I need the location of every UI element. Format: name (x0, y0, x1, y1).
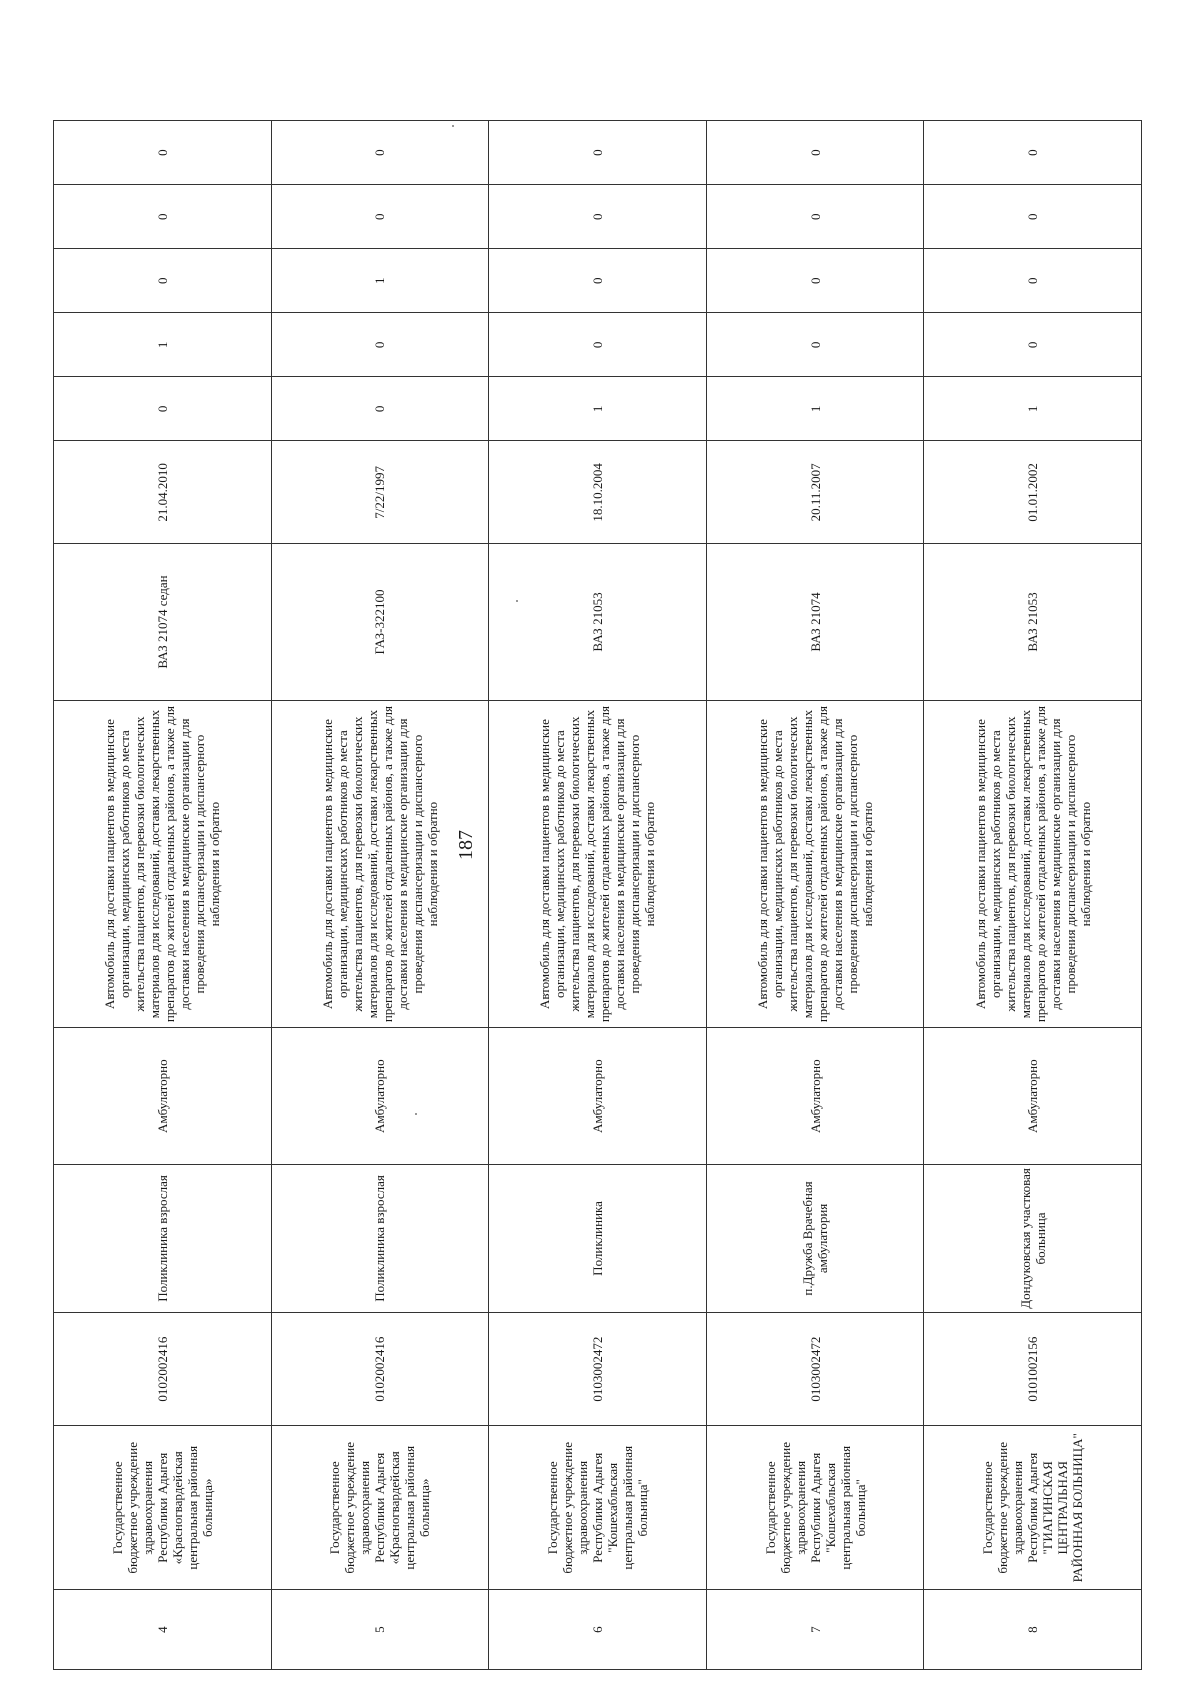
vehicle-table-body (54, 121, 1142, 1670)
table-row (271, 121, 489, 1670)
care-condition-cell: Амбулаторно (54, 1028, 272, 1165)
care-condition-cell: Амбулаторно (924, 1028, 1142, 1165)
vehicle-purpose-cell: Автомобиль для доставки пациентов в медицинские организации, медицинских работников до места жительства пациентов, для перевозки биологических материалов для исследований, доставки лекарственных препаратов до жителей отдаленных районов, а также для доставки населения в медицинские организации для проведения диспансеризации и диспансерного наблюдения и обратно (924, 700, 1142, 1028)
organization-code-cell: 0103002472 (706, 1312, 924, 1425)
indicator-1-cell: 1 (924, 377, 1142, 441)
organization-code-cell: 0101002156 (924, 1312, 1142, 1425)
indicator-3-cell: 0 (706, 249, 924, 313)
indicator-5-cell: 0 (271, 121, 489, 185)
vehicle-purpose-cell: Автомобиль для доставки пациентов в медицинские организации, медицинских работников до места жительства пациентов, для перевозки биологических материалов для исследований, доставки лекарственных препаратов до жителей отдаленных районов, а также для доставки населения в медицинские организации для проведения диспансеризации и диспансерного наблюдения и обратно (706, 700, 924, 1028)
table-row (54, 121, 272, 1670)
indicator-2-cell: 0 (706, 313, 924, 377)
page-number: 187 (455, 830, 477, 860)
organization-cell: Государственное бюджетное учреждение здравоохранения Республики Адыгея "Кошехабльская центральная районная больница" (706, 1426, 924, 1590)
indicator-3-cell: 0 (489, 249, 707, 313)
vehicle-purpose-cell: Автомобиль для доставки пациентов в медицинские организации, медицинских работников до места жительства пациентов, для перевозки биологических материалов для исследований, доставки лекарственных препаратов до жителей отдаленных районов, а также для доставки населения в медицинские организации для проведения диспансеризации и диспансерного наблюдения и обратно (54, 700, 272, 1028)
organization-cell: Государственное бюджетное учреждение здравоохранения Республики Адыгея "Кошехабльская центральная районная больница" (489, 1426, 707, 1590)
vehicle-date-cell: 01.01.2002 (924, 441, 1142, 544)
vehicle-purpose-cell: Автомобиль для доставки пациентов в медицинские организации, медицинских работников до места жительства пациентов, для перевозки биологических материалов для исследований, доставки лекарственных препаратов до жителей отдаленных районов, а также для доставки населения в медицинские организации для проведения диспансеризации и диспансерного наблюдения и обратно (271, 700, 489, 1028)
indicator-1-cell: 0 (271, 377, 489, 441)
division-cell: Поликлиника взрослая (271, 1164, 489, 1312)
vehicle-model-cell: ВАЗ 21053 (489, 544, 707, 700)
indicator-2-cell: 1 (54, 313, 272, 377)
care-condition-cell: Амбулаторно (706, 1028, 924, 1165)
indicator-4-cell: 0 (489, 185, 707, 249)
table-row (489, 121, 707, 1670)
organization-cell: Государственное бюджетное учреждение здравоохранения Республики Адыгея «Красногвардейская центральная районная больница» (271, 1426, 489, 1590)
vehicle-table-container (53, 120, 1141, 1670)
organization-code-cell: 0102002416 (54, 1312, 272, 1425)
row-number-cell: 5 (271, 1590, 489, 1670)
vehicle-model-cell: ГАЗ-322100 (271, 544, 489, 700)
division-cell: Дондуковская участковая больница (924, 1164, 1142, 1312)
vehicle-model-cell: ВАЗ 21074 (706, 544, 924, 700)
scan-speck (452, 125, 454, 127)
indicator-2-cell: 0 (924, 313, 1142, 377)
vehicle-date-cell: 18.10.2004 (489, 441, 707, 544)
division-cell: Поликлиника (489, 1164, 707, 1312)
indicator-4-cell: 0 (706, 185, 924, 249)
care-condition-cell: Амбулаторно (271, 1028, 489, 1165)
organization-code-cell: 0103002472 (489, 1312, 707, 1425)
care-condition-cell: Амбулаторно (489, 1028, 707, 1165)
organization-code-cell: 0102002416 (271, 1312, 489, 1425)
table-row (706, 121, 924, 1670)
indicator-5-cell: 0 (54, 121, 272, 185)
indicator-3-cell: 1 (271, 249, 489, 313)
indicator-4-cell: 0 (271, 185, 489, 249)
organization-cell: Государственное бюджетное учреждение здравоохранения Республики Адыгея "ГИАГИНСКАЯ ЦЕНТРАЛЬНАЯ РАЙОННАЯ БОЛЬНИЦА" (924, 1426, 1142, 1590)
indicator-3-cell: 0 (924, 249, 1142, 313)
scan-speck (516, 600, 518, 602)
indicator-2-cell: 0 (271, 313, 489, 377)
row-number-cell: 8 (924, 1590, 1142, 1670)
indicator-4-cell: 0 (54, 185, 272, 249)
division-cell: п.Дружба Врачебная амбулатория (706, 1164, 924, 1312)
indicator-1-cell: 0 (54, 377, 272, 441)
table-row (924, 121, 1142, 1670)
indicator-4-cell: 0 (924, 185, 1142, 249)
division-cell: Поликлиника взрослая (54, 1164, 272, 1312)
vehicle-date-cell: 20.11.2007 (706, 441, 924, 544)
vehicle-date-cell: 21.04.2010 (54, 441, 272, 544)
indicator-5-cell: 0 (706, 121, 924, 185)
indicator-5-cell: 0 (489, 121, 707, 185)
indicator-1-cell: 1 (706, 377, 924, 441)
row-number-cell: 6 (489, 1590, 707, 1670)
indicator-1-cell: 1 (489, 377, 707, 441)
vehicle-purpose-cell: Автомобиль для доставки пациентов в медицинские организации, медицинских работников до места жительства пациентов, для перевозки биологических материалов для исследований, доставки лекарственных препаратов до жителей отдаленных районов, а также для доставки населения в медицинские организации для проведения диспансеризации и диспансерного наблюдения и обратно (489, 700, 707, 1028)
indicator-5-cell: 0 (924, 121, 1142, 185)
row-number-cell: 4 (54, 1590, 272, 1670)
vehicle-date-cell: 7/22/1997 (271, 441, 489, 544)
indicator-3-cell: 0 (54, 249, 272, 313)
indicator-2-cell: 0 (489, 313, 707, 377)
scan-speck (415, 1113, 417, 1115)
vehicle-table (53, 120, 1142, 1670)
vehicle-model-cell: ВАЗ 21053 (924, 544, 1142, 700)
row-number-cell: 7 (706, 1590, 924, 1670)
organization-cell: Государственное бюджетное учреждение здравоохранения Республики Адыгея «Красногвардейская центральная районная больница» (54, 1426, 272, 1590)
vehicle-model-cell: ВАЗ 21074 седан (54, 544, 272, 700)
